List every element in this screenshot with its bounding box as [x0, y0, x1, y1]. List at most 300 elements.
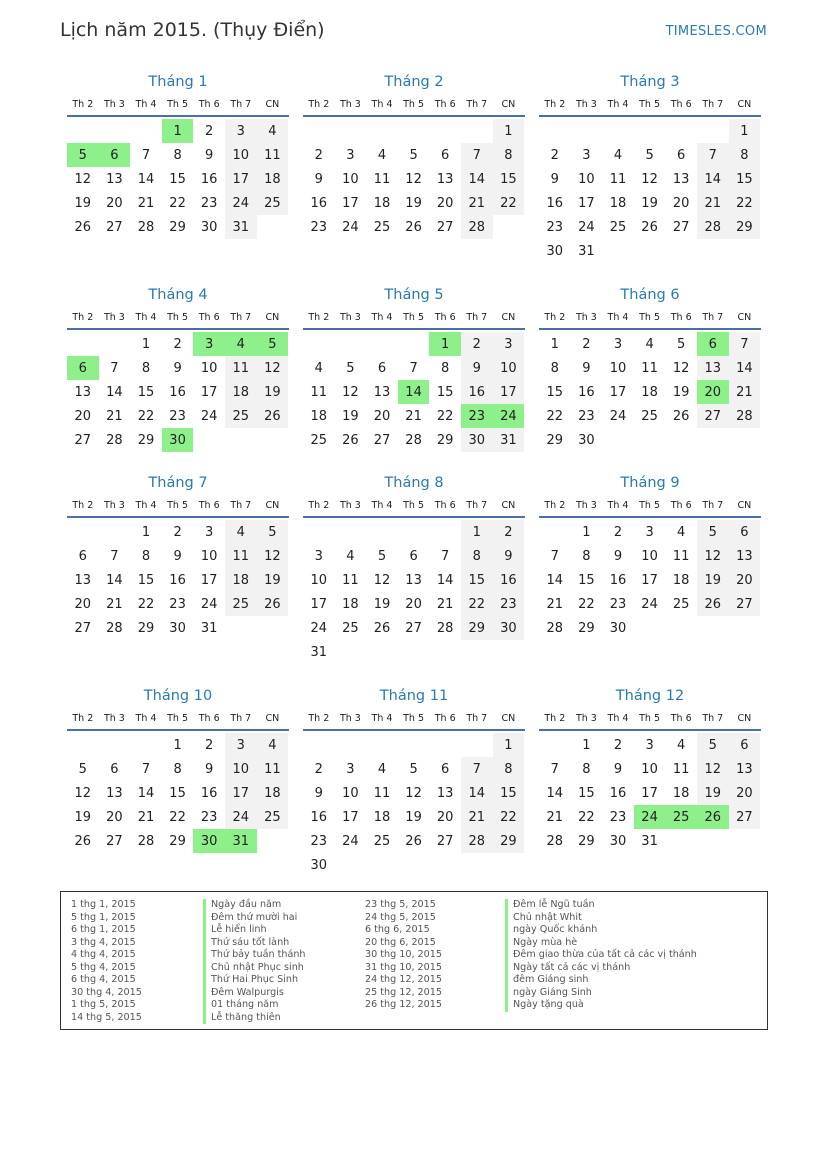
day-cell: 4: [257, 733, 289, 757]
weekday-label: Th 3: [103, 98, 125, 110]
day-cell: 6: [677, 147, 686, 163]
day-cell: 30: [578, 432, 595, 448]
holiday-name: Chủ nhật Whit: [505, 912, 697, 925]
day-cell: 13: [729, 544, 761, 568]
day-cell: 4: [645, 336, 654, 352]
day-cell: 11: [672, 548, 690, 564]
day-grid: [67, 119, 289, 239]
day-cell: 10: [609, 360, 627, 376]
day-cell: 14: [137, 171, 155, 187]
day-cell: 10: [342, 785, 359, 801]
weekday-label: Th 5: [167, 712, 189, 724]
day-cell: 16: [461, 380, 493, 404]
day-cell: 23: [200, 809, 218, 825]
day-cell: 25: [373, 833, 391, 849]
day-cell: 25: [257, 191, 289, 215]
holiday-day-cell: 6: [697, 332, 729, 356]
day-cell: 23: [578, 408, 595, 424]
holiday-date: 30 thg 10, 2015: [365, 949, 442, 960]
weekday-label: CN: [737, 311, 752, 323]
day-cell: 20: [373, 408, 391, 424]
month-title: Tháng 5: [384, 287, 444, 303]
empty-cell: [539, 733, 571, 757]
day-cell: 17: [342, 195, 359, 211]
day-cell: 28: [436, 620, 454, 636]
day-cell: 14: [461, 781, 493, 805]
day-cell: 14: [461, 167, 493, 191]
day-cell: 26: [641, 219, 658, 235]
day-cell: 4: [677, 737, 686, 753]
brand-link[interactable]: TIMESLES.COM: [665, 24, 767, 39]
day-cell: 18: [225, 380, 257, 404]
day-cell: 7: [550, 761, 559, 777]
day-cell: 11: [672, 761, 690, 777]
day-cell: 5: [697, 733, 729, 757]
day-cell: 15: [729, 167, 761, 191]
month-block: [539, 284, 761, 452]
day-cell: 10: [310, 572, 328, 588]
day-cell: 13: [697, 356, 729, 380]
empty-cell: [99, 119, 131, 143]
weekday-label: Th 3: [575, 98, 597, 110]
day-cell: 20: [405, 596, 422, 612]
day-cell: 7: [550, 548, 559, 564]
day-cell: 16: [493, 568, 525, 592]
empty-cell: [67, 520, 99, 544]
weekday-label: Th 7: [702, 311, 724, 323]
month-title: Tháng 11: [379, 688, 449, 704]
day-cell: 18: [641, 384, 658, 400]
weekday-header: [67, 93, 289, 117]
day-cell: 11: [641, 360, 658, 376]
day-cell: 22: [578, 809, 595, 825]
day-grid: [539, 119, 761, 263]
day-cell: 13: [729, 757, 761, 781]
day-cell: 10: [493, 356, 525, 380]
weekday-label: Th 2: [308, 499, 330, 511]
day-cell: 8: [461, 544, 493, 568]
day-cell: 22: [493, 805, 525, 829]
empty-cell: [398, 119, 430, 143]
weekday-label: Th 4: [371, 98, 393, 110]
day-cell: 20: [672, 195, 690, 211]
day-cell: 24: [200, 596, 218, 612]
day-cell: 5: [409, 761, 418, 777]
weekday-label: CN: [501, 712, 516, 724]
day-cell: 31: [225, 215, 257, 239]
empty-cell: [67, 332, 99, 356]
day-cell: 12: [405, 785, 422, 801]
day-cell: 11: [373, 171, 391, 187]
day-cell: 23: [310, 219, 328, 235]
day-cell: 26: [672, 408, 690, 424]
day-cell: 12: [74, 171, 92, 187]
weekday-header: [539, 306, 761, 330]
holiday-day-cell: 31: [225, 829, 257, 853]
weekday-label: Th 4: [371, 499, 393, 511]
day-cell: 9: [173, 548, 182, 564]
weekday-label: Th 4: [135, 499, 157, 511]
day-cell: 22: [169, 195, 186, 211]
day-cell: 20: [106, 809, 123, 825]
weekday-label: Th 4: [135, 712, 157, 724]
day-cell: 6: [729, 733, 761, 757]
day-cell: 21: [546, 596, 564, 612]
day-cell: 30: [310, 857, 328, 873]
holiday-date: 20 thg 6, 2015: [365, 936, 436, 948]
empty-cell: [634, 119, 666, 143]
day-cell: 29: [436, 432, 454, 448]
day-cell: 23: [169, 408, 186, 424]
day-cell: 4: [677, 524, 686, 540]
day-cell: 2: [205, 123, 214, 139]
day-cell: 2: [173, 524, 182, 540]
day-cell: 15: [169, 171, 186, 187]
day-cell: 24: [641, 596, 658, 612]
weekday-label: Th 7: [230, 712, 252, 724]
weekday-label: Th 4: [607, 499, 629, 511]
day-cell: 11: [225, 544, 257, 568]
day-cell: 2: [550, 147, 559, 163]
holiday-date: 5 thg 4, 2015: [71, 961, 136, 973]
day-cell: 5: [377, 548, 387, 564]
day-cell: 18: [672, 785, 690, 801]
day-cell: 7: [461, 757, 493, 781]
day-cell: 5: [409, 147, 418, 163]
day-cell: 27: [74, 620, 92, 636]
day-cell: 2: [613, 737, 623, 753]
weekday-label: Th 4: [371, 712, 393, 724]
day-cell: 20: [74, 596, 92, 612]
holiday-day-cell: 5: [67, 143, 99, 167]
day-cell: 15: [436, 384, 454, 400]
weekday-label: CN: [265, 499, 280, 511]
day-cell: 24: [342, 833, 359, 849]
day-cell: 26: [74, 219, 92, 235]
day-cell: 1: [729, 119, 761, 143]
holiday-date: 6 thg 1, 2015: [71, 924, 136, 935]
day-cell: 10: [225, 757, 257, 781]
day-cell: 13: [373, 384, 391, 400]
day-cell: 16: [609, 572, 627, 588]
day-cell: 27: [436, 219, 454, 235]
empty-cell: [335, 119, 367, 143]
holiday-date: 1 thg 5, 2015: [71, 999, 136, 1010]
day-cell: 7: [697, 143, 729, 167]
day-cell: 7: [461, 143, 493, 167]
day-cell: 14: [106, 384, 123, 400]
holiday-name: Đêm giao thừa của tất cả các vị thánh: [505, 949, 697, 962]
day-cell: 8: [141, 360, 151, 376]
holiday-name: Ngày đầu năm: [203, 899, 306, 912]
day-cell: 18: [342, 596, 359, 612]
day-cell: 6: [110, 761, 119, 777]
empty-cell: [398, 733, 430, 757]
day-cell: 31: [200, 620, 218, 636]
day-cell: 22: [493, 191, 525, 215]
day-cell: 10: [225, 143, 257, 167]
holiday-date: 24 thg 12, 2015: [365, 974, 442, 985]
day-cell: 8: [493, 143, 525, 167]
day-cell: 25: [373, 219, 391, 235]
day-cell: 9: [493, 544, 525, 568]
day-cell: 30: [546, 243, 564, 259]
day-cell: 19: [697, 568, 729, 592]
day-cell: 18: [257, 167, 289, 191]
day-cell: 9: [582, 360, 591, 376]
day-cell: 25: [342, 620, 359, 636]
day-cell: 19: [405, 809, 422, 825]
day-cell: 28: [461, 215, 493, 239]
day-cell: 17: [225, 781, 257, 805]
weekday-label: Th 7: [702, 712, 724, 724]
holiday-name: Ngày mùa hè: [505, 937, 697, 950]
holiday-name: đêm Giáng sinh: [505, 974, 697, 987]
holiday-name: Đêm Walpurgis: [203, 987, 306, 1000]
day-cell: 28: [461, 829, 493, 853]
day-cell: 1: [461, 520, 493, 544]
day-cell: 22: [461, 592, 493, 616]
day-cell: 16: [310, 809, 328, 825]
day-cell: 14: [546, 572, 564, 588]
weekday-header: [67, 494, 289, 518]
day-cell: 7: [141, 761, 151, 777]
empty-cell: [539, 520, 571, 544]
weekday-label: Th 6: [198, 712, 220, 724]
day-cell: 10: [641, 548, 658, 564]
day-cell: 2: [493, 520, 525, 544]
day-cell: 8: [582, 761, 591, 777]
empty-cell: [429, 733, 461, 757]
day-cell: 21: [546, 809, 564, 825]
day-cell: 19: [697, 781, 729, 805]
day-cell: 19: [257, 568, 289, 592]
day-cell: 14: [436, 572, 454, 588]
day-cell: 22: [137, 408, 155, 424]
day-cell: 17: [342, 809, 359, 825]
day-cell: 25: [257, 805, 289, 829]
weekday-label: Th 7: [466, 712, 488, 724]
holiday-date: 6 thg 6, 2015: [365, 924, 430, 935]
day-cell: 10: [200, 548, 218, 564]
month-block: [303, 472, 525, 664]
day-cell: 6: [377, 360, 387, 376]
weekday-label: Th 5: [403, 311, 425, 323]
day-grid: [539, 520, 761, 640]
day-cell: 10: [200, 360, 218, 376]
day-cell: 27: [729, 592, 761, 616]
day-cell: 27: [697, 404, 729, 428]
weekday-label: Th 2: [72, 311, 94, 323]
day-cell: 12: [257, 356, 289, 380]
holiday-name: Đêm thứ mười hai: [203, 912, 306, 925]
weekday-label: Th 6: [198, 311, 220, 323]
weekday-label: Th 5: [167, 98, 189, 110]
day-cell: 10: [578, 171, 595, 187]
day-cell: 1: [141, 336, 151, 352]
day-cell: 21: [436, 596, 454, 612]
day-cell: 16: [546, 195, 564, 211]
weekday-label: Th 2: [72, 712, 94, 724]
empty-cell: [366, 733, 398, 757]
day-cell: 4: [346, 548, 355, 564]
weekday-label: Th 5: [403, 499, 425, 511]
day-cell: 12: [641, 171, 658, 187]
day-cell: 21: [106, 408, 123, 424]
day-cell: 25: [225, 404, 257, 428]
day-cell: 16: [200, 785, 218, 801]
holiday-name: Thứ Hai Phục Sinh: [203, 974, 306, 987]
day-cell: 3: [346, 147, 355, 163]
day-cell: 30: [609, 620, 627, 636]
day-cell: 16: [169, 572, 186, 588]
day-cell: 21: [106, 596, 123, 612]
day-cell: 26: [257, 404, 289, 428]
month-title: Tháng 12: [615, 688, 685, 704]
empty-cell: [99, 520, 131, 544]
empty-cell: [67, 119, 99, 143]
day-cell: 21: [461, 191, 493, 215]
weekday-label: Th 3: [575, 499, 597, 511]
weekday-label: Th 2: [308, 311, 330, 323]
day-cell: 3: [205, 524, 214, 540]
day-cell: 3: [613, 336, 623, 352]
day-cell: 19: [672, 384, 690, 400]
day-cell: 19: [74, 195, 92, 211]
day-cell: 12: [697, 544, 729, 568]
day-cell: 23: [609, 809, 627, 825]
day-cell: 17: [641, 572, 658, 588]
day-cell: 30: [461, 428, 493, 452]
day-cell: 4: [377, 147, 387, 163]
day-cell: 14: [697, 167, 729, 191]
day-cell: 7: [110, 548, 119, 564]
day-cell: 28: [546, 620, 564, 636]
day-cell: 15: [493, 167, 525, 191]
day-cell: 27: [405, 620, 422, 636]
weekday-label: Th 2: [308, 98, 330, 110]
day-cell: 29: [493, 829, 525, 853]
day-cell: 20: [74, 408, 92, 424]
weekday-header: [303, 306, 525, 330]
holiday-day-cell: 24: [634, 805, 666, 829]
day-cell: 18: [373, 809, 391, 825]
day-cell: 9: [314, 785, 323, 801]
weekday-label: Th 3: [103, 499, 125, 511]
holiday-day-cell: 24: [493, 404, 525, 428]
weekday-label: Th 5: [403, 98, 425, 110]
holiday-day-cell: 14: [398, 380, 430, 404]
weekday-label: Th 7: [466, 98, 488, 110]
holiday-date: 6 thg 4, 2015: [71, 974, 136, 985]
day-cell: 23: [609, 596, 627, 612]
empty-cell: [697, 119, 729, 143]
holiday-name: 01 tháng năm: [203, 999, 306, 1012]
weekday-header: [303, 494, 525, 518]
weekday-label: Th 3: [339, 712, 361, 724]
empty-cell: [303, 332, 335, 356]
day-cell: 24: [200, 408, 218, 424]
day-cell: 11: [310, 384, 328, 400]
day-grid: [303, 332, 525, 452]
holiday-date: 4 thg 4, 2015: [71, 949, 136, 960]
holiday-date: 25 thg 12, 2015: [365, 986, 442, 998]
holiday-name: Ngày tất cả các vị thánh: [505, 962, 697, 975]
day-cell: 22: [729, 191, 761, 215]
empty-cell: [398, 520, 430, 544]
day-cell: 30: [493, 616, 525, 640]
weekday-label: Th 7: [466, 311, 488, 323]
day-cell: 14: [137, 785, 155, 801]
day-cell: 27: [729, 805, 761, 829]
day-cell: 29: [729, 215, 761, 239]
day-cell: 20: [729, 781, 761, 805]
empty-cell: [461, 733, 493, 757]
day-cell: 28: [546, 833, 564, 849]
day-cell: 6: [441, 147, 450, 163]
month-title: Tháng 2: [384, 74, 444, 90]
day-cell: 28: [106, 620, 123, 636]
day-cell: 17: [200, 572, 218, 588]
day-cell: 13: [436, 171, 454, 187]
day-cell: 27: [74, 432, 92, 448]
day-cell: 6: [729, 520, 761, 544]
day-grid: [303, 520, 525, 664]
day-cell: 25: [310, 432, 328, 448]
day-cell: 5: [645, 147, 654, 163]
day-cell: 23: [200, 195, 218, 211]
day-cell: 26: [342, 432, 359, 448]
month-block: [67, 472, 289, 640]
weekday-label: CN: [265, 311, 280, 323]
empty-cell: [398, 332, 430, 356]
weekday-label: Th 3: [575, 712, 597, 724]
empty-cell: [366, 119, 398, 143]
day-cell: 20: [106, 195, 123, 211]
month-block: [67, 71, 289, 239]
weekday-label: Th 5: [167, 311, 189, 323]
weekday-label: Th 5: [403, 712, 425, 724]
holiday-date: 30 thg 4, 2015: [71, 986, 142, 998]
day-cell: 3: [645, 524, 654, 540]
holiday-day-cell: 6: [67, 356, 99, 380]
day-cell: 2: [461, 332, 493, 356]
day-cell: 18: [225, 568, 257, 592]
day-cell: 31: [310, 644, 328, 660]
day-cell: 8: [493, 757, 525, 781]
weekday-label: Th 2: [308, 712, 330, 724]
day-cell: 22: [578, 596, 595, 612]
day-cell: 15: [493, 781, 525, 805]
day-cell: 26: [405, 833, 422, 849]
day-cell: 13: [672, 171, 690, 187]
day-cell: 8: [173, 147, 182, 163]
day-cell: 22: [137, 596, 155, 612]
empty-cell: [571, 119, 603, 143]
day-cell: 29: [137, 432, 155, 448]
holiday-name: Thứ sáu tốt lành: [203, 937, 306, 950]
holiday-day-cell: 6: [99, 143, 131, 167]
day-cell: 13: [106, 171, 123, 187]
weekday-label: Th 7: [230, 499, 252, 511]
day-cell: 7: [441, 548, 450, 564]
empty-cell: [303, 520, 335, 544]
day-cell: 16: [609, 785, 627, 801]
weekday-label: Th 6: [198, 499, 220, 511]
day-cell: 25: [609, 219, 627, 235]
day-cell: 11: [609, 171, 627, 187]
day-cell: 3: [314, 548, 323, 564]
